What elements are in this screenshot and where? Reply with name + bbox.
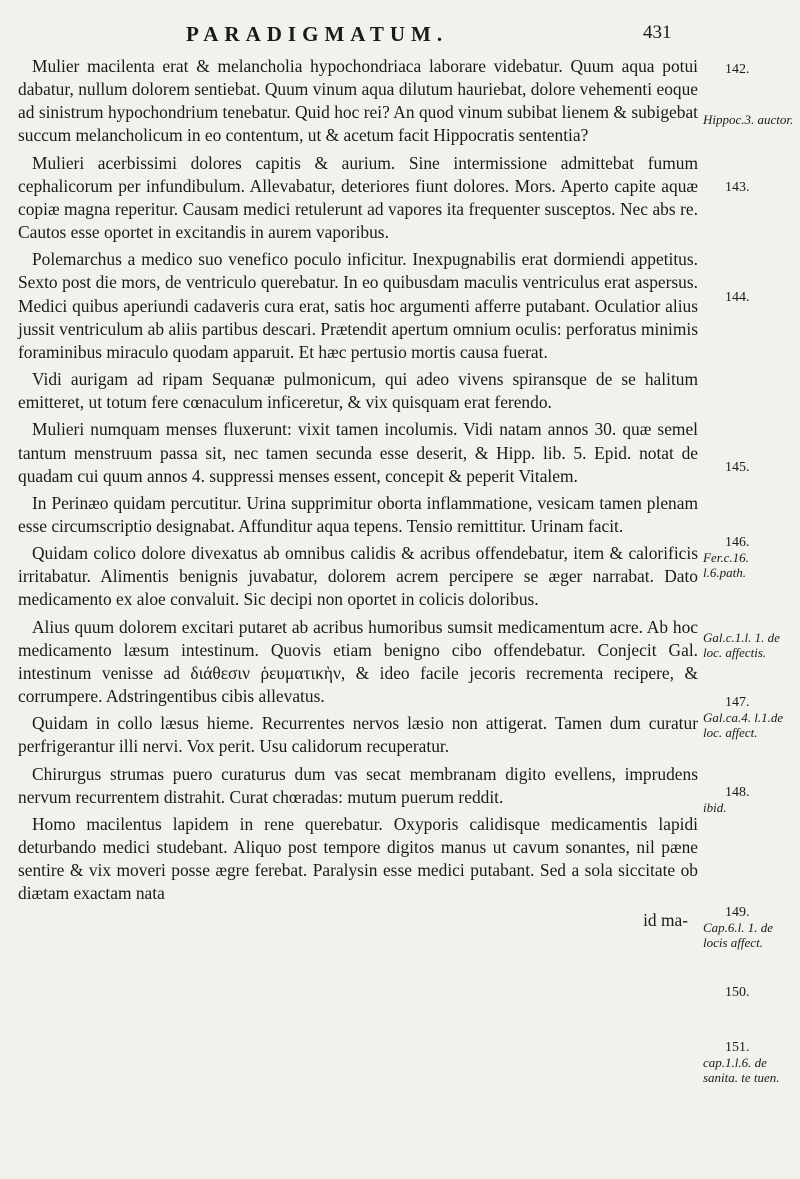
margin-note: [703, 630, 795, 660]
margin-note: [703, 785, 795, 815]
citation: ibid.: [703, 800, 727, 815]
paragraph-144: Polemarchus a medico suo venefico poculo inficitur. Inexpugnabilis erat dormiendi appetitus. Sexto post die mors, de ventriculo querebatur. In eo quibusdam maculis ventriculus erat aspersus. Medici quibus aperiundi cadaveris cura erat, satis hoc argumenti afferre putabant. Oculatior alius jussit ventriculum ab aliis partibus descari. Prætendit apertum omnium oculis: perforatus minimis foraminibus miraculo quodam apparuit. Et hæc pertusio mortis causa fuerat.: [18, 249, 698, 362]
paragraph-147: Quidam colico dolore divexatus ab omnibus calidis & acribus offendebatur, item & calorificis irritabatur. Alimentis benignis juvabatur, dolorem acrem percipere se æger narrabat. Dato medicamento ex aloe convaluit. Sic decipi non oportet in colicis doloribus.: [18, 543, 698, 610]
case-number: 144.: [725, 290, 750, 305]
margin-note: [703, 535, 795, 580]
margin-note: [703, 290, 795, 305]
margin-note: [703, 180, 795, 195]
margin-note: [703, 905, 795, 950]
margin-note: [703, 460, 795, 475]
paragraph-perinaeum: In Perinæo quidam percutitur. Urina supprimitur oborta inflammatione, vesicam tamen plenam esse circumscriptio designabat. Affunditur aqua tepens. Tensio remittitur. Urinam facit.: [18, 492, 698, 536]
case-number: 151.: [725, 1040, 750, 1055]
citation: Fer.c.16. l.6.path.: [703, 550, 749, 580]
margin-note: [703, 62, 795, 77]
margin-notes: [703, 0, 795, 1179]
paragraph-148: Alius quum dolorem excitari putaret ab acribus humoribus sumsit medicamentum acre. Ab hoc medicamento læsum intestinum. Quovis etiam benigno cibo offendebatur. Conjecit Gal. intestinum venisse ad διάθεσιν ῥευματικὴν, & ideo facile jecoris recrementa recipere, & corrumpere. Adstringentibus cibis allevatus.: [18, 616, 698, 707]
paragraph-150: Chirurgus strumas puero curaturus dum vas secat membranam digito evellens, imprudens nervum recurrentem distrahit. Curat chœradas: mutum puerum reddit.: [18, 763, 698, 807]
body-text: [18, 55, 698, 933]
citation: Cap.6.l. 1. de locis affect.: [703, 920, 774, 950]
case-number: 147.: [725, 695, 750, 710]
citation: cap.1.l.6. de sanita. te tuen.: [703, 1055, 780, 1085]
paragraph-151: Homo macilentus lapidem in rene querebatur. Oxyporis calidisque medicamentis lapidi deturbando medici studebant. Aliquo post tempore digitos manus ut cavum sonantes, nil pæne sentire & vix moveri posse ægre ferebat. Paralysin esse medici putabant. Sed a sola siccitate ob diætam exactam nata: [18, 813, 698, 904]
case-number: 143.: [725, 180, 750, 195]
case-number: 150.: [725, 985, 750, 1000]
citation: Gal.c.1.l. 1. de loc. affectis.: [703, 630, 780, 660]
case-number: 149.: [725, 905, 750, 920]
case-number: 142.: [725, 62, 750, 77]
case-number: 145.: [725, 460, 750, 475]
paragraph-145: Vidi aurigam ad ripam Sequanæ pulmonicum, qui adeo vivens spiransque de se halitum emitteret, ut totum fere cœnaculum inficeretur, & vix quisquam erat ferendo.: [18, 369, 698, 413]
case-number: 146.: [725, 535, 750, 550]
citation: Gal.ca.4. l.1.de loc. affect.: [703, 710, 784, 740]
paragraph-142: Mulier macilenta erat & melancholia hypochondriaca laborare videbatur. Quum aqua potui dabatur, nullum dolorem sentiebat. Quum vinum aqua dilutum hauriebat, dolore vehementi eoque ad sinistrum hypochondrium tenebatur. Quid hoc rei? An quod vinum subibat lienem & subigebat succum melancholicum in eo contentum, ut & acetum facit Hippocratis sententia?: [18, 56, 698, 146]
running-header: PARADIGMATUM.: [186, 22, 449, 46]
case-number: 148.: [725, 785, 750, 800]
paragraph-149: Quidam in collo læsus hieme. Recurrentes nervos læsio non attigerat. Tamen dum curatur perfrigerantur illi nervi. Vox perit. Usu calidorum recuperatur.: [18, 713, 698, 757]
margin-note: [703, 695, 795, 740]
paragraph-143: Mulieri acerbissimi dolores capitis & aurium. Sine intermissione admittebat fumum cephalicorum per infundibulum. Allevabatur, deteriores fiunt dolores. Mors. Aperto capite aquæ copiæ magna reperitur. Causam medici retulerunt ad vapores ita frequenter susceptos. Nec abs re. Cautos esse oportet in excitandis in aurem vaporibus.: [18, 152, 698, 243]
margin-note: [703, 112, 795, 127]
paragraph-146: Mulieri numquam menses fluxerunt: vixit tamen incolumis. Vidi natam annos 30. quæ semel tantum menstruum passa sit, nec tamen secunda esse deserit, & Hipp. lib. 5. Epid. notat de quadam cui quum annos 4. suppressi menses essent, concepit & peperit Vitalem.: [18, 419, 698, 486]
citation: Hippoc.3. auctor.: [703, 112, 794, 127]
margin-note: [703, 1040, 795, 1085]
margin-note: [703, 985, 795, 1000]
page-number: 431: [643, 22, 672, 43]
catchword: id ma-: [643, 910, 688, 931]
